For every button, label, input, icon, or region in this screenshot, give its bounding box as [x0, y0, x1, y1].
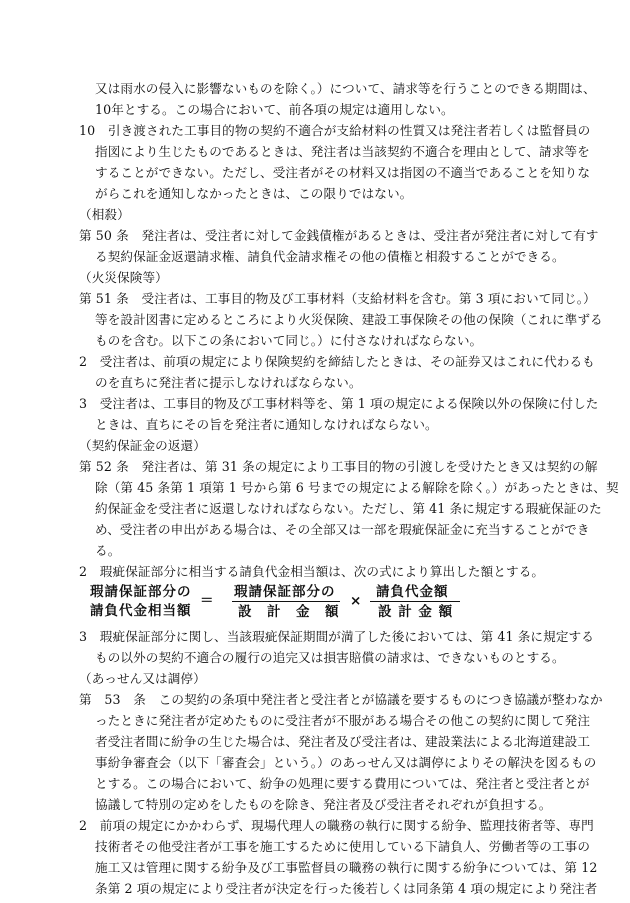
text-line: 条第 2 項の規定により受注者が決定を行った後若しくは同条第 4 項の規定により発注者 — [95, 881, 598, 896]
text-line: る。 — [95, 543, 121, 558]
text-line: のを直ちに発注者に提示しなければならない。 — [95, 375, 362, 390]
formula-mid-top: 瑕請保証部分の — [234, 584, 336, 600]
text-line: 施工又は管理に関する紛争及び工事監督員の職務の執行に関する紛争については、第 12 — [95, 860, 598, 875]
formula-lhs-bottom: 請負代金相当額 — [90, 603, 192, 619]
text-line: がらこれを通知しなかったときは、この限りではない。 — [95, 186, 413, 201]
article-line: 第 51 条 受注者は、工事目的物及び工事材料（支給材料を含む。第 3 項において同じ。） — [79, 291, 596, 306]
text-line: 除（第 45 条第 1 項第 1 号から第 6 号までの規定による解除を除く。）があったときは、契 — [95, 480, 619, 495]
text-line: 等を設計図書に定めるところにより火災保険、建設工事保険その他の保険（これに準ずる — [95, 312, 603, 327]
formula-rhs-bottom: 設 計 金 額 — [378, 604, 454, 620]
text-line: 3 瑕疵保証部分に関し、当該瑕疵保証期間が満了した後においては、第 41 条に規定する — [79, 629, 594, 644]
text-line: することができない。ただし、受注者がその材料又は指図の不適当であることを知りな — [95, 165, 591, 180]
text-line: 約保証金を受注者に返還しなければならない。ただし、第 41 条に規定する瑕疵保証のた — [95, 501, 602, 516]
formula-equals: ＝ — [200, 593, 215, 609]
text-line: 者受注者間に紛争の生じた場合は、発注者及び受注者は、建設業法による北海道建設工 — [95, 734, 591, 749]
article-line: 第 50 条 発注者は、受注者に対して金銭債権があるときは、受注者が発注者に対して有す — [79, 228, 599, 243]
article-line: 第 52 条 発注者は、第 31 条の規定により工事目的物の引渡しを受けたとき又は契約の解 — [79, 459, 598, 474]
formula-mid-bottom: 設 計 金 額 — [238, 604, 340, 620]
formula-times: × — [350, 593, 363, 609]
text-line: 3 受注者は、工事目的物及び工事材料等を、第 1 項の規定による保険以外の保険に付した — [79, 396, 599, 411]
text-line: ったときに発注者が定めたものに受注者が不服がある場合その他この契約に関して発注 — [95, 713, 591, 728]
text-line: め、受注者の申出がある場合は、その全部又は一部を瑕疵保証金に充当することができ — [95, 522, 590, 537]
text-line: 事紛争審査会（以下「審査会」という。）のあっせん又は調停によりその解決を図るもの — [95, 755, 597, 770]
text-line: ときは、直ちにその旨を発注者に通知しなければならない。 — [95, 417, 438, 432]
text-line: る契約保証金返還請求権、請負代金請求権その他の債権と相殺することができる。 — [95, 249, 565, 264]
formula-fraction-bar — [232, 601, 340, 602]
text-line: 10年とする。この場合において、前各項の規定は適用しない。 — [95, 102, 454, 117]
formula-fraction-bar — [370, 601, 460, 602]
section-heading: （あっせん又は調停） — [79, 671, 206, 686]
section-heading: （契約保証金の返還） — [79, 438, 206, 453]
section-heading: （相殺） — [79, 207, 130, 222]
text-line: 技術者その他受注者が工事を施工するために使用している下請負人、労働者等の工事の — [95, 839, 591, 854]
formula — [88, 584, 468, 624]
section-heading: （火災保険等） — [79, 270, 168, 285]
text-line: 2 前項の規定にかかわらず、現場代理人の職務の執行に関する紛争、監理技術者等、専門 — [79, 818, 594, 833]
text-line: 協議して特別の定めをしたものを除き、発注者及び受注者それぞれが負担する。 — [95, 797, 552, 812]
text-line: 又は雨水の侵入に影響ないものを除く。）について、請求等を行うことのできる期間は、 — [95, 81, 596, 96]
text-line: 10 引き渡された工事目的物の契約不適合が支給材料の性質又は発注者若しくは監督員の — [79, 123, 591, 138]
formula-rhs-top: 請負代金額 — [376, 584, 449, 600]
text-line: ものを含む。以下この条において同じ。）に付さなければならない。 — [95, 333, 483, 348]
formula-lhs-top: 瑕請保証部分の — [90, 584, 192, 600]
article-line: 第 53 条 この契約の条項中発注者と受注者とが協議を要するものにつき協議が整わなか — [79, 692, 603, 707]
text-line: 2 受注者は、前項の規定により保険契約を締結したときは、その証券又はこれに代わるも — [79, 354, 595, 369]
text-line: もの以外の契約不適合の履行の追完又は損害賠償の請求は、できないものとする。 — [95, 650, 565, 665]
text-line: 指図により生じたものであるときは、発注者は当該契約不適合を理由として、請求等を — [95, 144, 590, 159]
text-line: 2 瑕疵保証部分に相当する請負代金相当額は、次の式により算出した額とする。 — [79, 564, 545, 579]
text-line: とする。この場合において、紛争の処理に要する費用については、発注者と受注者とが — [95, 776, 590, 791]
